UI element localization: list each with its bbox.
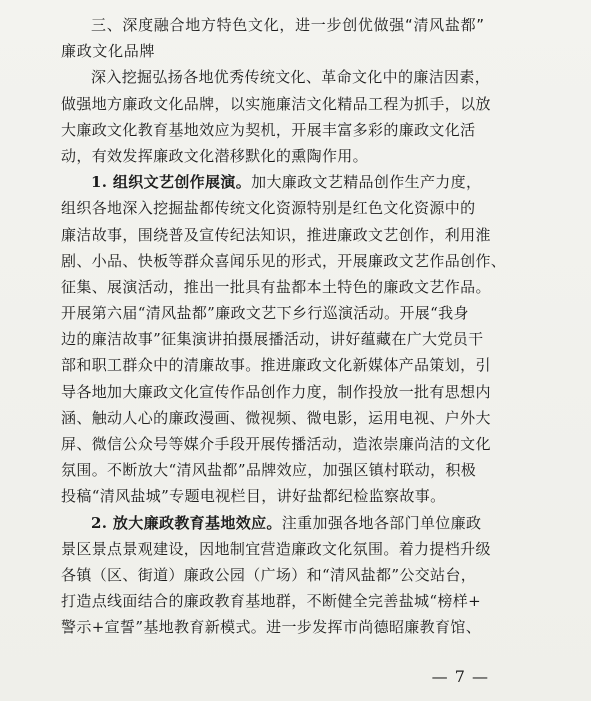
item-1-line: 剧、小品、快板等群众喜闻乐见的形式，开展廉政文艺作品创作、 bbox=[61, 251, 507, 270]
item-2-first-text: 注重加强各地各部门单位廉政 bbox=[281, 513, 482, 532]
item-2-line: 景区景点景观建设，因地制宜营造廉政文化氛围。着力提档升级 bbox=[61, 539, 491, 558]
page-number: — 7 — bbox=[431, 667, 489, 686]
item-1-line: 屏、微信公众号等媒介手段开展传播活动，造浓崇廉尚洁的文化 bbox=[61, 435, 491, 453]
item-1-line: 开展第六届“清风盐都”廉政文艺下乡行巡演活动。开展“我身 bbox=[61, 304, 469, 323]
item-2-title: 2. 放大廉政教育基地效应。 bbox=[91, 513, 282, 532]
item-1-line: 边的廉洁故事”征集演讲拍摄展播活动，讲好蕴藏在广大党员干 bbox=[61, 330, 484, 349]
intro-line: 做强地方廉政文化品牌，以实施廉洁文化精品工程为抓手，以放 bbox=[61, 94, 491, 113]
item-1-line: 征集、展演活动，推出一批具有盐都本土特色的廉政文艺作品。 bbox=[61, 277, 491, 296]
item-2-first-line bbox=[61, 510, 531, 536]
item-1-line: 投稿“清风盐城”专题电视栏目，讲好盐都纪检监察故事。 bbox=[61, 487, 446, 506]
section-heading-line-2: 廉政文化品牌 bbox=[61, 42, 156, 61]
item-2-line: 警示+宣誓”基地教育新模式。进一步发挥市尚德昭廉教育馆、 bbox=[61, 618, 482, 637]
item-1-line: 导各地加大廉政文化宣传作品创作力度，制作投放一批有思想内 bbox=[61, 382, 491, 401]
intro-line: 深入挖掘弘扬各地优秀传统文化、革命文化中的廉洁因素， bbox=[91, 68, 491, 87]
page-content bbox=[61, 12, 531, 641]
intro-line: 大廉政文化教育基地效应为契机，开展丰富多彩的廉政文化活 bbox=[61, 120, 476, 139]
intro-line: 动，有效发挥廉政文化潜移默化的熏陶作用。 bbox=[61, 146, 369, 165]
item-1-line: 廉洁故事，围绕普及宣传纪法知识，推进廉政文艺创作，利用淮 bbox=[61, 225, 491, 244]
item-2-line: 打造点线面结合的廉政教育基地群，不断健全完善盐城“榜样+ bbox=[61, 592, 482, 611]
item-1-line: 涵、触动人心的廉政漫画、微视频、微电影，运用电视、户外大 bbox=[61, 408, 491, 427]
item-2-line: 各镇（区、街道）廉政公园（广场）和“清风盐都”公交站台， bbox=[61, 565, 477, 584]
item-1-first-text: 加大廉政文艺精品创作生产力度， bbox=[251, 173, 482, 192]
item-1-line: 氛围。不断放大“清风盐都”品牌效应，加强区镇村联动，积极 bbox=[61, 461, 477, 480]
item-1-line: 组织各地深入挖掘盐都传统文化资源特别是红色文化资源中的 bbox=[61, 199, 476, 218]
item-1-title: 1. 组织文艺创作展演。 bbox=[91, 173, 252, 192]
section-heading-line-1: 三、深度融合地方特色文化，进一步创优做强“清风盐都” bbox=[91, 16, 485, 34]
item-1-first-line bbox=[61, 169, 531, 195]
item-1-line: 部和职工群众中的清廉故事。推进廉政文化新媒体产品策划，引 bbox=[61, 356, 491, 375]
